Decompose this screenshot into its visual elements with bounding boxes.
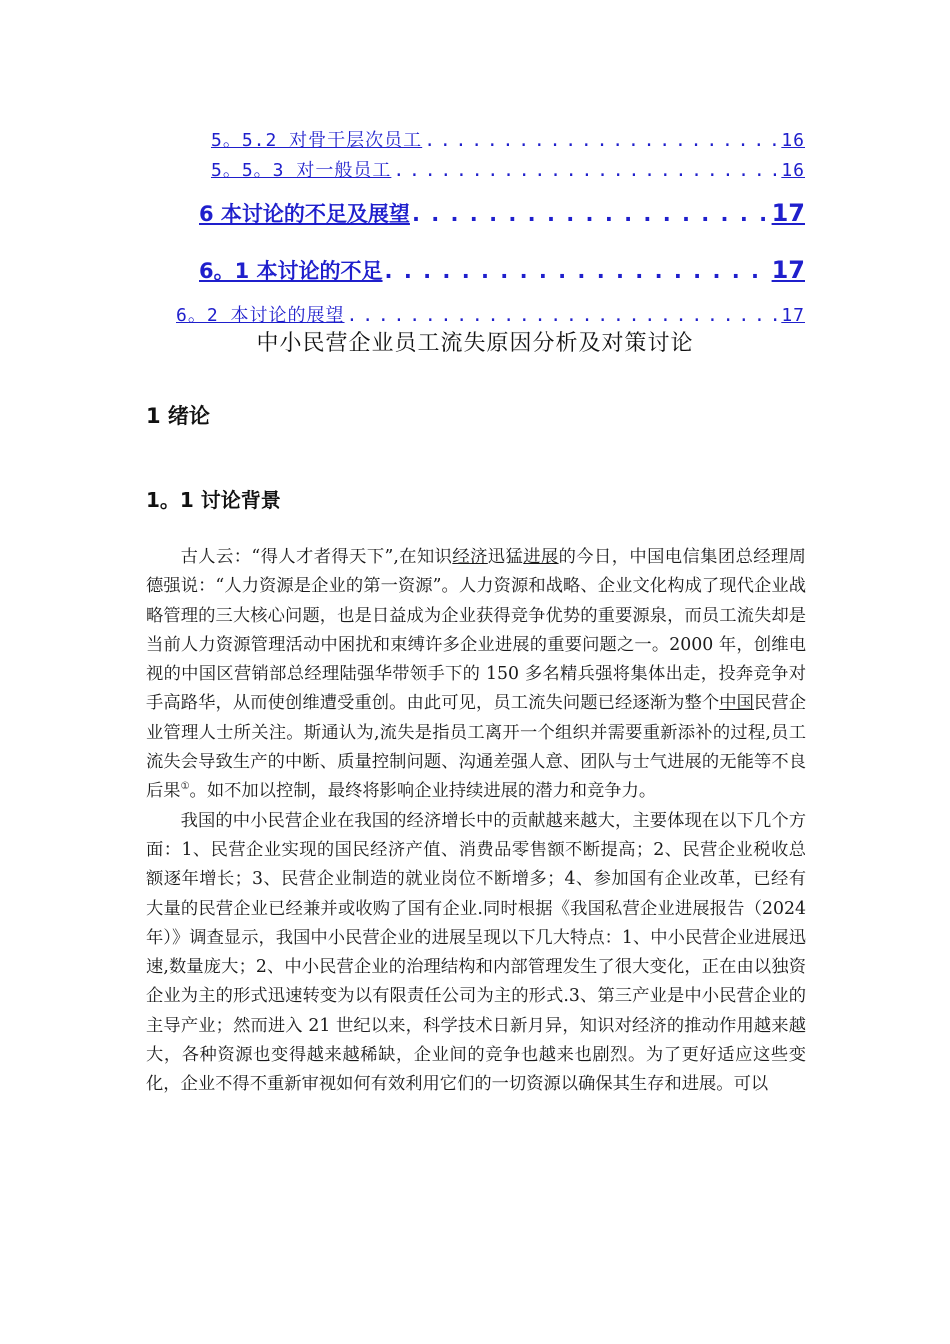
chapter-heading: 1 绪论	[146, 404, 210, 428]
toc-entry[interactable]	[211, 126, 805, 152]
toc-leader-dots	[424, 130, 779, 151]
body-text	[146, 543, 806, 1100]
toc-entry-label[interactable]: 6。1 本讨论的不足	[199, 259, 383, 283]
toc-leader-dots	[412, 202, 770, 226]
toc-entry-label[interactable]: 5。5。3 对一般员工	[211, 160, 392, 181]
toc-entry-label[interactable]: 6 本讨论的不足及展望	[199, 202, 410, 226]
hyperlink-china[interactable]: 中国	[719, 693, 754, 714]
toc-entry[interactable]	[199, 255, 805, 285]
section-heading: 1。1 讨论背景	[146, 488, 281, 512]
text-run: 的今日，中国电信集团总经理周德强说：“人力资源是企业的第一资源”。人力资源和战略、企业文化构成了现代企业战略管理的三大核心问题，也是日益成为企业获得竞争优势的重要源泉，而员工流失却是当前人力资源管理活动中困扰和束缚许多企业进展的重要问题之一。2000 年，创维电视的中国区营销部总经理陆强华带领手下的 150 多名精兵强将集体出走，投奔竞争对手高路华，从而使创维遭受重创。由此可见，员工流失问题已经逐渐为整个	[146, 547, 806, 714]
toc-entry[interactable]	[199, 198, 805, 228]
text-run: 民营企业管理人士所关注。斯通认为,流失是指员工离开一个组织并需要重新添补的过程,员工流失会导致生产的中断、质量控制问题、沟通差强人意、团队与士气进展的无能等不良后果	[146, 693, 806, 802]
toc-leader-dots	[347, 305, 780, 326]
text-run: 古人云：“得人才者得天下”,在知识	[180, 547, 453, 567]
hyperlink-development[interactable]: 进展	[523, 547, 559, 567]
toc-entry-page[interactable]: 17	[781, 305, 805, 326]
toc-entry-label[interactable]: 5。5.2 对骨干层次员工	[211, 130, 423, 151]
toc-entry-label[interactable]: 6。2 本讨论的展望	[176, 305, 345, 326]
toc-entry-page[interactable]: 16	[781, 160, 805, 181]
toc-entry-page[interactable]: 16	[781, 130, 805, 151]
toc-entry-page[interactable]: 17	[771, 256, 805, 284]
toc-leader-dots	[385, 259, 770, 283]
document-title: 中小民营企业员工流失原因分析及对策讨论	[256, 331, 694, 356]
hyperlink-economy[interactable]: 经济	[452, 547, 488, 567]
text-run: 。如不加以控制，最终将影响企业持续进展的潜力和竞争力。	[189, 781, 657, 802]
toc-entry[interactable]	[211, 156, 805, 182]
footnote-marker[interactable]: ①	[180, 781, 190, 793]
toc-entry-page[interactable]: 17	[771, 199, 805, 227]
paragraph	[146, 543, 806, 807]
toc-entry[interactable]	[176, 301, 805, 327]
toc-leader-dots	[393, 160, 779, 181]
paragraph: 我国的中小民营企业在我国的经济增长中的贡献越来越大，主要体现在以下几个方面：1、民营企业实现的国民经济产值、消费品零售额不断提高；2、民营企业税收总额逐年增长；3、民营企业制造的就业岗位不断增多；4、参加国有企业改革，已经有大量的民营企业已经兼并或收购了国有企业.同时根据《我国私营企业进展报告（2024 年）》调查显示，我国中小民营企业的进展呈现以下几大特点：1、中小民营企业进展迅速,数量庞大；2、中小民营企业的治理结构和内部管理发生了很大变化，正在由以独资企业为主的形式迅速转变为以有限责任公司为主的形式.3、第三产业是中小民营企业的主导产业；然而进入 21 世纪以来，科学技术日新月异，知识对经济的推动作用越来越大，各种资源也变得越来越稀缺，企业间的竞争也越来也剧烈。为了更好适应这些变化，企业不得不重新审视如何有效利用它们的一切资源以确保其生存和进展。可以	[146, 810, 806, 1095]
text-run: 迅猛	[487, 547, 524, 567]
